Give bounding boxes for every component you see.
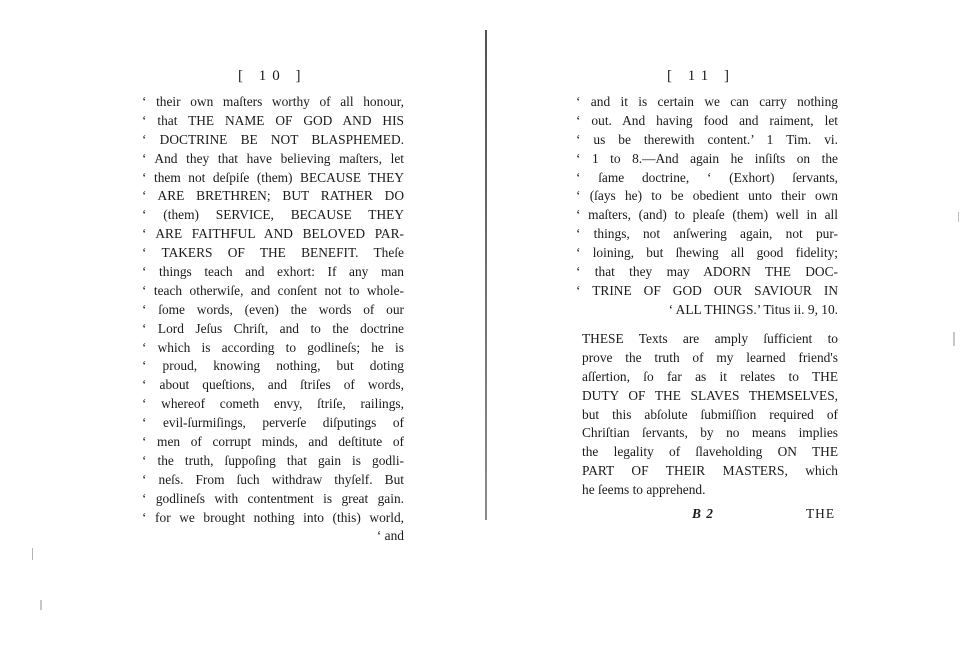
right-page-text: [576, 93, 838, 320]
paragraph-line: THESE Texts are amply ſufficient to: [582, 331, 838, 346]
text-line: ‘ that they may ADORN THE DOC-: [576, 264, 838, 280]
text-line: ‘ evil-ſurmiſings, perverſe diſputings of: [142, 415, 404, 431]
text-line: ‘ them not deſpiſe (them) BECAUSE THEY: [142, 169, 404, 185]
text-line: ‘ TAKERS OF THE BENEFIT. Theſe: [142, 245, 404, 261]
page-number: [ 11 ]: [667, 68, 735, 84]
text-line: ‘ (them) SERVICE, BECAUSE THEY: [142, 207, 404, 223]
text-line: ‘ about queſtions, and ſtriſes of words,: [142, 377, 404, 393]
scan-speck: [953, 332, 955, 346]
scan-speck: [32, 548, 33, 560]
text-line: ‘ ARE FAITHFUL AND BELOVED PAR-: [142, 226, 404, 242]
body-paragraph: [582, 330, 838, 500]
paragraph-line: the legality of ſlaveholding ON THE: [582, 444, 838, 460]
book-gutter: [485, 30, 487, 520]
text-line: ‘ teach otherwiſe, and conſent not to whole-: [142, 282, 404, 298]
text-line: ‘ and: [376, 528, 404, 544]
signature-mark: B 2: [692, 506, 714, 521]
text-line: ‘ things teach and exhort: If any man: [142, 264, 404, 280]
text-line: ‘ ſame doctrine, ‘ (Exhort) ſervants,: [576, 169, 838, 185]
paragraph-line: PART OF THEIR MASTERS, which: [582, 463, 838, 479]
text-line: ‘ and it is certain we can carry nothing: [576, 94, 838, 109]
left-page-text: [142, 93, 404, 546]
text-line: ‘ that THE NAME OF GOD AND HIS: [142, 112, 404, 128]
text-line: ‘ DOCTRINE BE NOT BLASPHEMED.: [142, 131, 404, 147]
paragraph-line: but this abſolute ſubmiſſion required of: [582, 406, 838, 422]
text-line: ‘ men of corrupt minds, and deſtitute of: [142, 434, 404, 450]
scan-speck: [958, 212, 959, 222]
text-line: ‘ Lord Jeſus Chriſt, and to the doctrine: [142, 320, 404, 336]
paragraph-line: DUTY OF THE SLAVES THEMSELVES,: [582, 387, 838, 403]
text-line: ‘ whereof cometh envy, ſtriſe, railings,: [142, 396, 404, 412]
paragraph-line: Chriſtian ſervants, by no means implies: [582, 425, 838, 441]
left-page: [0, 0, 488, 653]
text-line: ‘ proud, knowing nothing, but doting: [142, 358, 404, 374]
text-line: ‘ (ſays he) to be obedient unto their own: [576, 188, 838, 204]
paragraph-line: prove the truth of my learned friend's: [582, 349, 838, 365]
right-page: [490, 0, 980, 653]
text-line: ‘ ALL THINGS.’ Titus ii. 9, 10.: [668, 301, 838, 317]
text-line: ‘ TRINE OF GOD OUR SAVIOUR IN: [576, 282, 838, 298]
text-line: ‘ the truth, ſuppoſing that gain is godli-: [142, 452, 404, 468]
paragraph-line: he ſeems to apprehend.: [582, 482, 706, 498]
scan-speck: [40, 600, 42, 610]
text-line: ‘ for we brought nothing into (this) world,: [142, 509, 404, 525]
catchword: THE: [806, 506, 836, 521]
text-line: ‘ maſters, (and) to pleaſe (them) well in all: [576, 207, 838, 223]
text-line: ‘ ARE BRETHREN; BUT RATHER DO: [142, 188, 404, 204]
text-line: ‘ 1 to 8.—And again he inſiſts on the: [576, 150, 838, 166]
text-line: ‘ which is according to godlineſs; he is: [142, 339, 404, 355]
text-line: ‘ ſome words, (even) the words of our: [142, 301, 404, 317]
text-line: ‘ their own maſters worthy of all honour,: [142, 94, 404, 109]
text-line: ‘ And they that have believing maſters, let: [142, 150, 404, 166]
paragraph-line: aſſertion, ſo far as it relates to THE: [582, 368, 838, 384]
page-number: [ 10 ]: [238, 68, 307, 84]
text-line: ‘ out. And having food and raiment, let: [576, 112, 838, 128]
text-line: ‘ things, not anſwering again, not pur-: [576, 226, 838, 242]
text-line: ‘ godlineſs with contentment is great gain.: [142, 490, 404, 506]
text-line: ‘ loining, but ſhewing all good fidelity;: [576, 245, 838, 261]
text-line: ‘ us be therewith content.’ 1 Tim. vi.: [576, 131, 838, 147]
text-line: ‘ neſs. From ſuch withdraw thyſelf. But: [142, 471, 404, 487]
